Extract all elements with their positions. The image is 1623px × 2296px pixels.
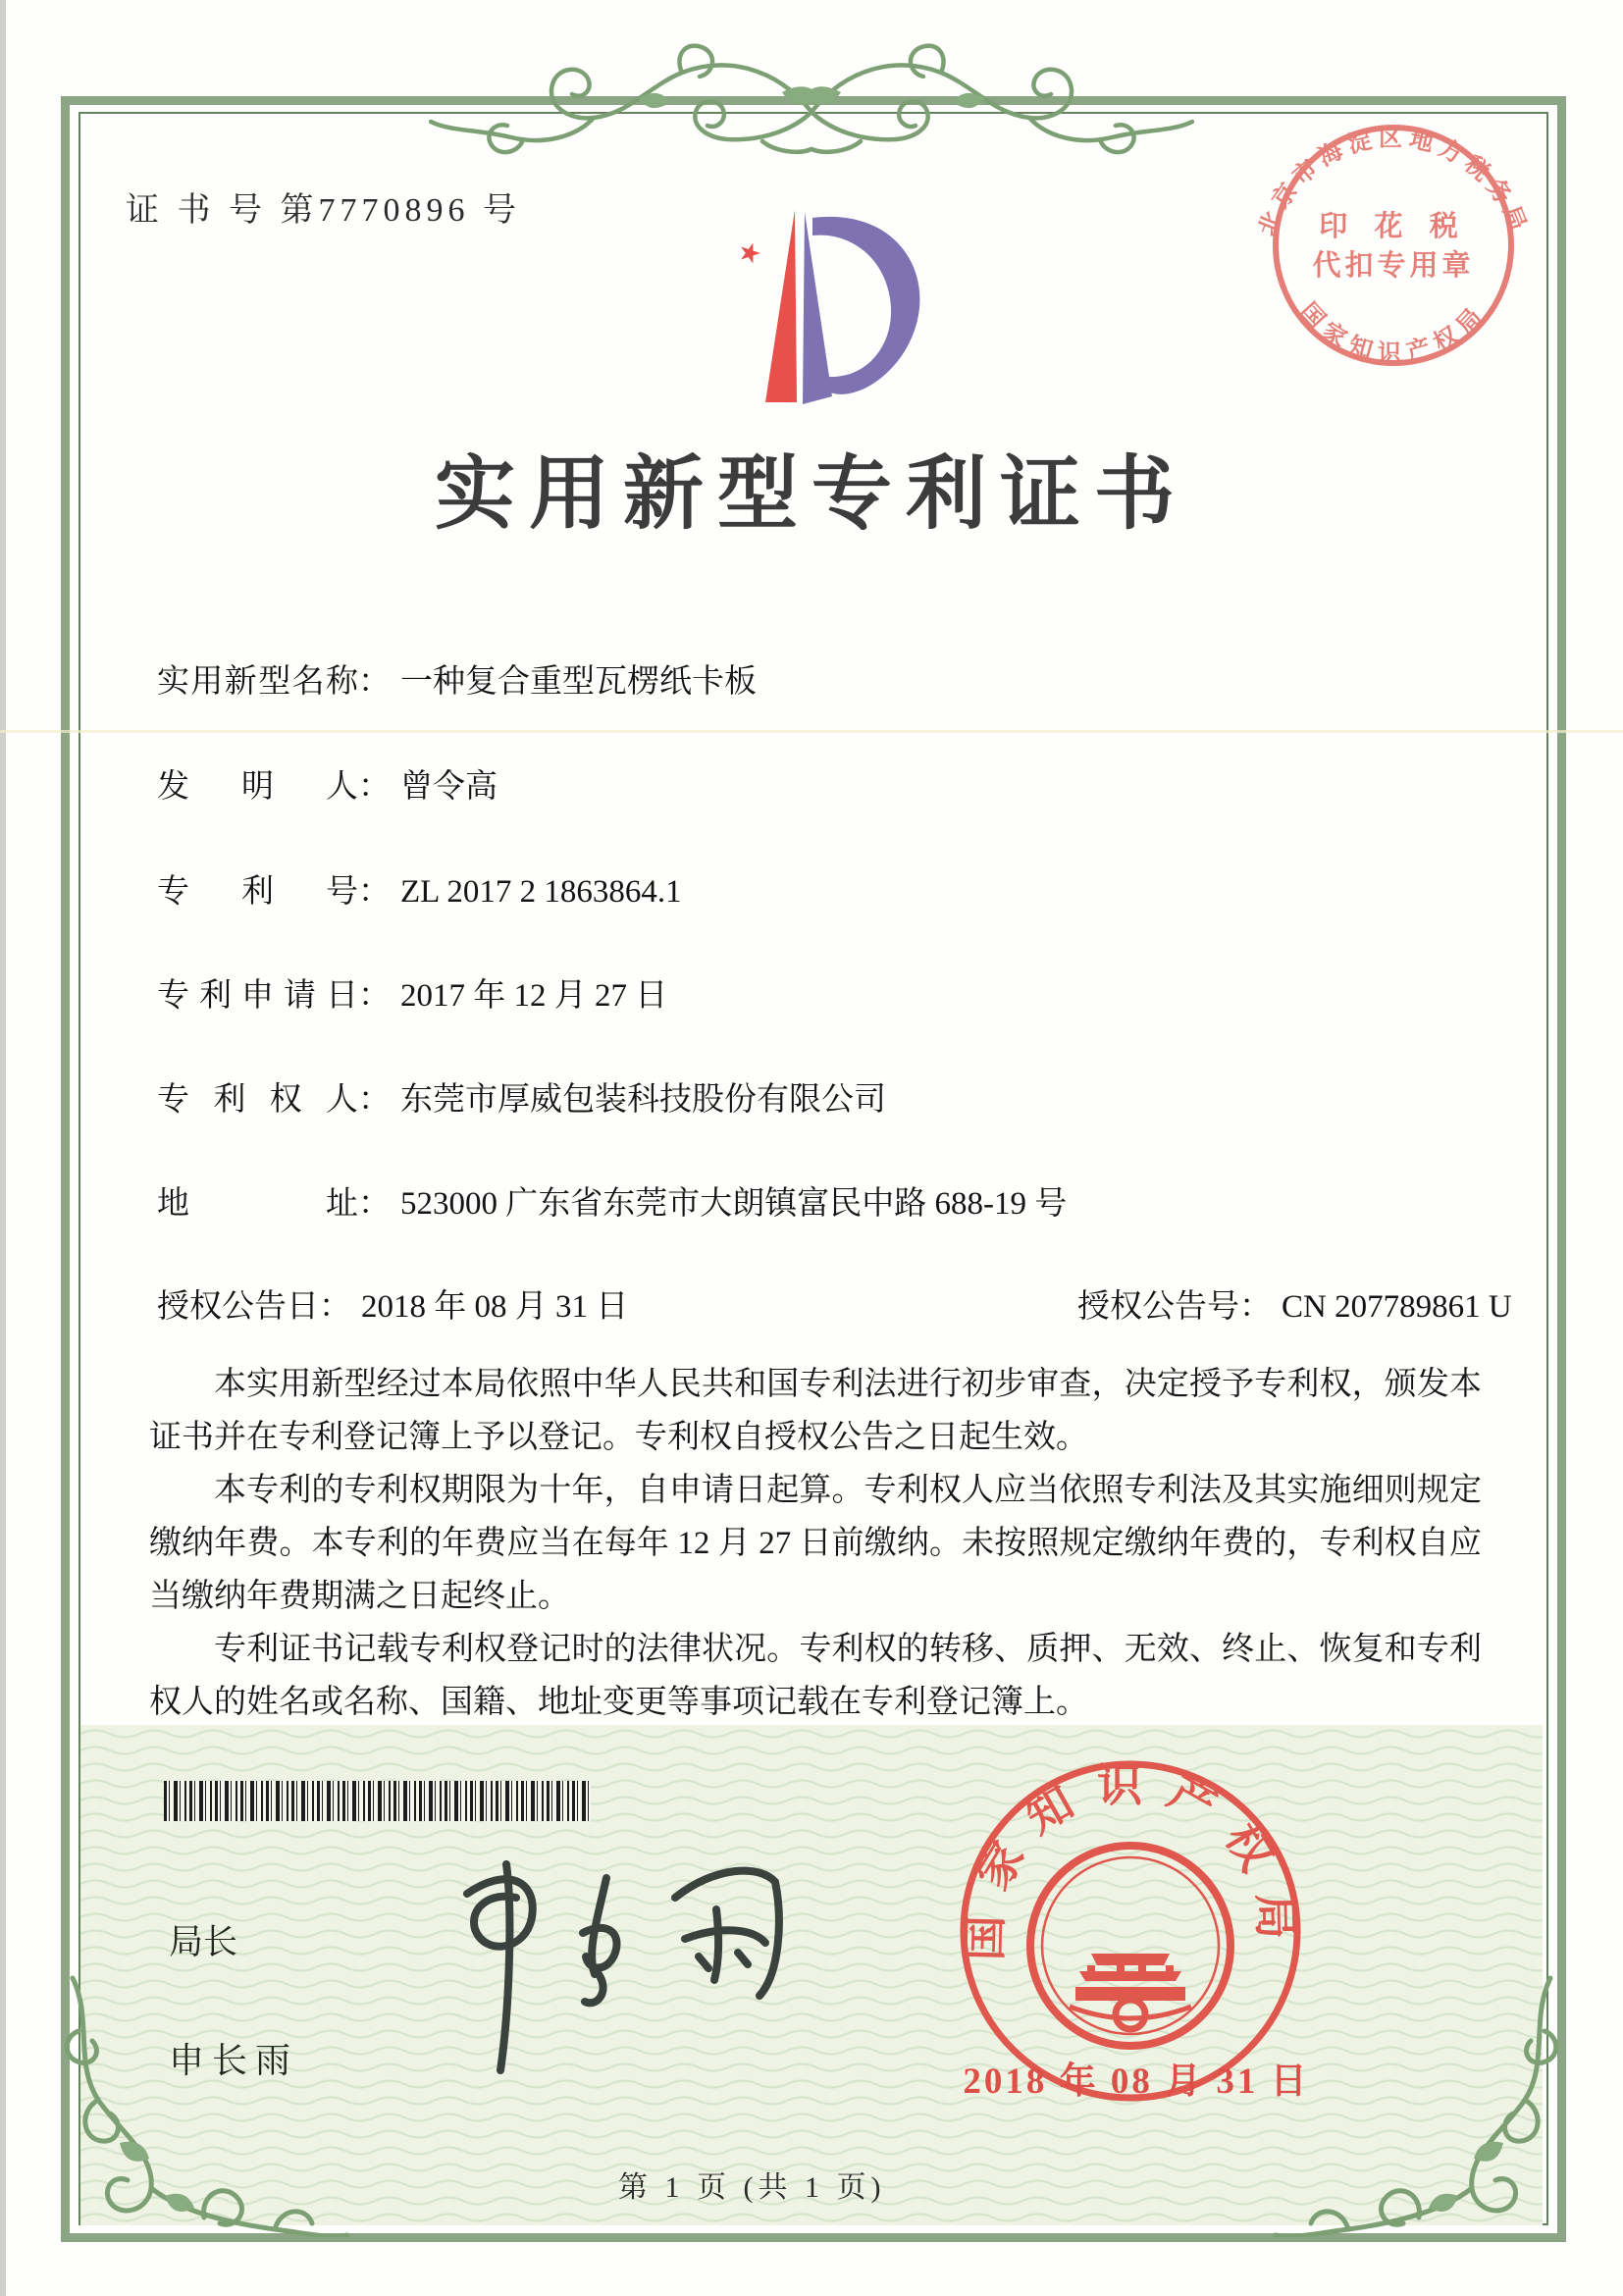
field-colon: ： xyxy=(358,1082,391,1118)
field-colon: ： xyxy=(1239,1289,1272,1325)
field-label: 授权公告号 xyxy=(1077,1289,1239,1325)
field-colon: ： xyxy=(358,664,391,700)
barcode xyxy=(164,1781,591,1821)
field-value: 一种复合重型瓦楞纸卡板 xyxy=(400,664,757,700)
field-value: CN 207789861 U xyxy=(1282,1289,1512,1325)
field-value: ZL 2017 2 1863864.1 xyxy=(400,874,682,910)
field-label: 授权公告日 xyxy=(157,1289,319,1325)
field-grant-number xyxy=(1077,1280,1512,1327)
tax-stamp-arc-bottom-text: 国家知识产权局 xyxy=(1294,298,1492,367)
field-value: 2017 年 12 月 27 日 xyxy=(400,978,668,1014)
certificate-number: 证 书 号 第7770896 号 xyxy=(126,192,521,229)
field-label: 专利权人 xyxy=(157,1082,358,1118)
certificate-title: 实用新型专利证书 xyxy=(434,449,1188,539)
tax-stamp-line2: 代扣专用章 xyxy=(1312,250,1475,282)
commissioner-signature xyxy=(422,1837,814,2099)
page-number: 第 1 页 (共 1 页) xyxy=(618,2171,886,2204)
field-label: 专利号 xyxy=(157,874,358,910)
tax-stamp-line1: 印 花 税 xyxy=(1319,211,1468,242)
field-colon: ： xyxy=(358,978,391,1014)
legal-paragraph-2: 本专利的专利权期限为十年，自申请日起算。专利权人应当依照专利法及其实施细则规定缴纳年费。本专利的年费应当在每年 12 月 27 日前缴纳。未按照规定缴纳年费的，专利权自应当缴纳年费期满之日起终止。 xyxy=(149,1473,1482,1614)
commissioner-title: 局长 xyxy=(169,1923,238,1961)
field-colon: ： xyxy=(358,874,391,910)
tax-office-stamp xyxy=(1238,90,1548,405)
field-value: 523000 广东省东莞市大朗镇富民中路 688-19 号 xyxy=(400,1186,1068,1222)
field-address xyxy=(157,1177,1067,1224)
field-label: 发明人 xyxy=(157,769,358,805)
commissioner-name: 申长雨 xyxy=(169,2041,299,2080)
field-utility-model-name xyxy=(157,655,757,702)
field-label: 实用新型名称 xyxy=(157,664,358,700)
field-filing-date xyxy=(157,969,667,1016)
field-value: 东莞市厚威包装科技股份有限公司 xyxy=(400,1082,886,1118)
field-value: 2018 年 08 月 31 日 xyxy=(361,1289,629,1325)
legal-paragraph-1: 本实用新型经过本局依照中华人民共和国专利法进行初步审查，决定授予专利权，颁发本证书并在专利登记簿上予以登记。专利权自授权公告之日起生效。 xyxy=(149,1367,1482,1455)
scan-edge-shadow xyxy=(0,0,6,2296)
field-inventor xyxy=(157,760,497,807)
seal-date: 2018 年 08 月 31 日 xyxy=(963,2061,1310,2102)
svg-text:国家知识产权局 xyxy=(1294,298,1492,367)
field-label: 地址 xyxy=(157,1186,358,1222)
field-patent-number xyxy=(157,865,682,912)
field-value: 曾令高 xyxy=(400,769,497,805)
legal-text-block xyxy=(149,1358,1482,1729)
seal-arc-text: 国家知识产权局 xyxy=(960,1760,1301,1961)
svg-text:国家知识产权局 xyxy=(960,1761,1301,1961)
field-grant-row xyxy=(157,1280,1512,1327)
field-colon: ： xyxy=(358,1186,391,1222)
scan-artifact-line xyxy=(0,730,1623,733)
field-patentee xyxy=(157,1073,886,1120)
field-label: 专利申请日 xyxy=(157,978,358,1014)
field-colon: ： xyxy=(358,769,391,805)
legal-paragraph-3: 专利证书记载专利权登记时的法律状况。专利权的转移、质押、无效、终止、恢复和专利权人的姓名或名称、国籍、地址变更等事项记载在专利登记簿上。 xyxy=(149,1632,1482,1720)
field-colon: ： xyxy=(319,1289,351,1325)
tax-stamp-arc-top-text: 北京市海淀区地方税务局 xyxy=(1254,126,1533,240)
cnipa-patent-logo-icon xyxy=(663,194,968,430)
